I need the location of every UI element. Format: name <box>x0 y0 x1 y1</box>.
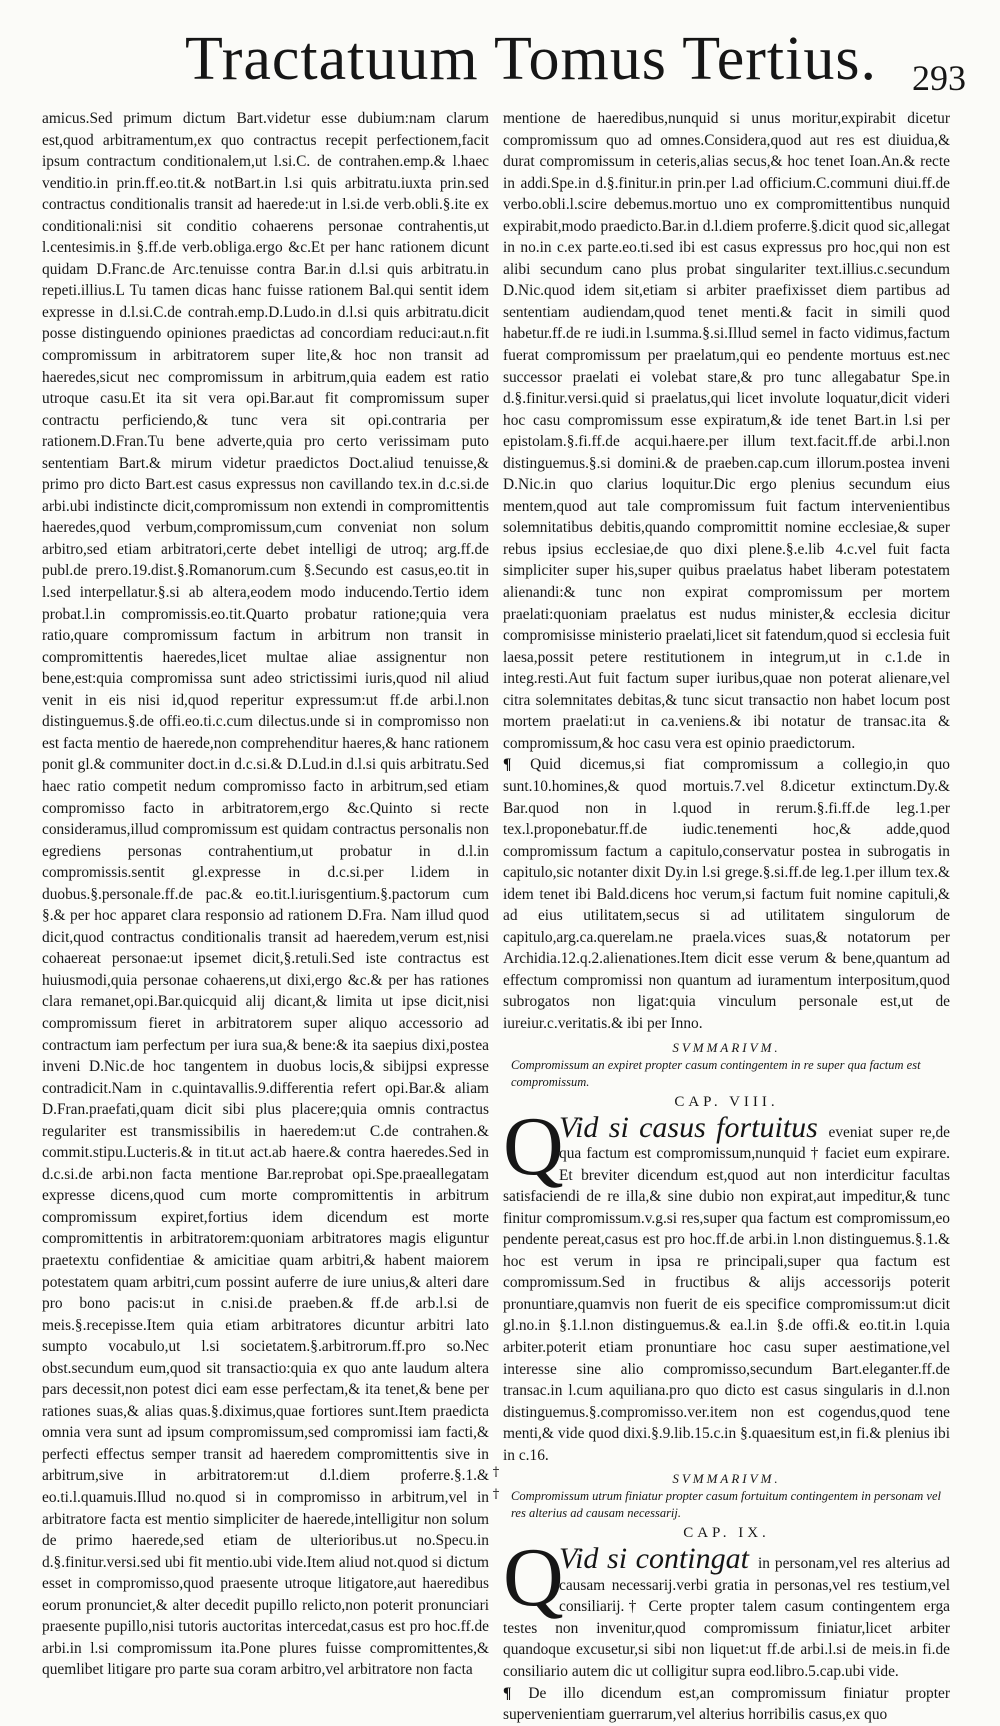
summarium-label: SVMMARIVM. <box>672 1471 781 1487</box>
chapter-heading: CAP. VIII. <box>674 1093 779 1110</box>
right-column <box>503 108 951 1724</box>
margin-dagger: † <box>492 1486 500 1502</box>
margin-marks <box>489 1462 503 1505</box>
right-column-text: mentione de haeredibus,nunquid si unus moritur,expirabit dicetur compromissum quo ad omnes.Considera,quod aut res est diuidua,& durat compromissum in ceteris,alias secus,& hoc tenet Ioan.An.& recte in addi.Spe.in d.§.finitur.in prin.per l.ad officium.C.communi diui.ff.de verbo.obli.l.scire debemus.mortuo uno ex compromittentibus nunquid expirabit,modo praedicto.Bar.in d.l.diem proferre.§.dicit quod sic,allegat in no.in c.ex parte.eo.ti.sed ibi est casus expressus pro hoc,qui non est alibi secundum cano plus probat singulariter text.illius.c.secundum D.Nic.quod idem sit,etiam si arbiter praefixisset diem partibus ad sententiam audiendam,quod tenet menti.& facit in simili quod habetur.ff.de re iudi.in l.summa.§.si.Illud semel in facto vidimus,factum fuerat compromissum per praelatum,qui eo pendente mortuus est.nec successor praelati ei volebat stare,& pro tunc allegabatur Spe.in d.§.finitur.versi.quid si praelatus,qui licet involute loquatur,dicit videri hoc casu compromissum esse expiratum,& ide tenet Bart.in l.si per epistolam.§.fi.ff.de acqui.haere.per illum text.facit.ff.de arbi.l.non distinguemus.§.si domini.& de praeben.cap.cum illorum.postea inveni D.Nic.in quo clarius loquitur.Dic ergo plenius secundum eius mentem,quod aut tale compromissum fuit factum intervenientibus solemnitatibus debitis,quando compromittit nomine ecclesiae,& super rebus ipsius ecclesiae,de quo dixi plene.§.e.lib 4.c.vel fuit facta simpliciter super his,super quibus praelatus habet liberam potestatem alienandi:& tunc non expirat compromissum per mortem praelati:quoniam praelatus est nudus minister,& ecclesia dicitur compromisisse ministerio praelati,licet sit fatendum,quod si ecclesia fuit laesa,possit petere restitutionem in integrum,ut in c.1.de in integ.resti.Aut fuit factum super iuribus,quae non poterat alienare,vel citra solemnitates debitas,& tunc sicut transactio non habet locum post mortem praelati:ut in ca.veniens.& ibi notatur de transac.ita & compromissum,& hoc casu vera est opinio praedictorum. <box>503 110 950 752</box>
summarium-text: Compromissum utrum finiatur propter casum fortuitum contingentem in personam vel res alterius ad causam necessarij. <box>511 1489 941 1521</box>
chapter-text: eveniat super re,de qua factum est compromissum,nunquid † faciet eum expirare. Et breviter dicendum est,quod aut non interdicitur facultas satisfaciendi de re illa,& sine dubio non expirat,aut impeditur,& tunc finitur compromissum.v.g.si res,super qua factum est compromissum,eo pendente pereat,casus est pro hoc.ff.de arbi.in l.non distinguemus.§.1.& hoc est verum in ipsa re principali,super qua factum est compromissum.Sed in fructibus & alijs accessorijs poterit pronuntiare,quamvis non fuerit de eis specifice compromissum:ut dicit gl.no.in §.1.l.non distinguemus.& ea.l.in §.de offi.& eo.tit.in l.quia arbiter.poterit etiam pronuntiare hoc casu super aestimatione,vel interesse sine alio compromisso,secundum Bart.eleganter.ff.de transac.in l.cum aquiliana.pro quo dicto est casus singularis in d.l.non distinguemus.§.compromisso.ver.item non est cogendus,quod tene menti,& vide quod dixi.§.9.lib.15.c.in §.quaesitum est,in fi.& plenius ibi in c.16. <box>503 1123 950 1464</box>
chapter-text: in personam,vel res alterius ad causam necessarij.verbi gratia in personas,vel res testium,vel consiliarij.† Certe propter talem casum contingentem erga testes non invenitur,quod compromissum finiatur,licet arbiter quandoque excusetur,si sibi non liquet:ut ff.de arbi.l.si de meis.in fi.de consiliario autem dic ut colligitur supra eod.libro.5.cap.ubi vide. <box>503 1555 951 1680</box>
paragraph-quid-dicemus <box>503 754 950 1034</box>
chapter-lead-words: Vid si casus fortuitus <box>559 1110 818 1144</box>
left-column <box>42 108 489 1679</box>
pilcrow-mark: ¶ <box>503 1684 529 1702</box>
chapter-heading: CAP. IX. <box>683 1525 770 1542</box>
chapter-lead-words: Vid si contingat <box>559 1542 749 1576</box>
drop-cap: Q <box>503 1531 564 1625</box>
page-number: 293 <box>912 58 966 98</box>
paragraph-de-illo-text: De illo dicendum est,an compromissum finiatur propter supervenientiam guerrarum,vel alterius horribilis casus,ex quo <box>503 1684 950 1724</box>
drop-cap: Q <box>503 1099 564 1193</box>
margin-dagger: † <box>492 1465 500 1480</box>
summarium-text: Compromissum an expiret propter casum contingentem in re super qua factum est compromissum. <box>511 1057 921 1089</box>
paragraph-de-illo <box>503 1683 950 1726</box>
left-column-text: amicus.Sed primum dictum Bart.videtur esse dubium:nam clarum est,quod arbitramentum,ex quo contractus recepit perfectionem,facit ipsum contractum conditionalem,ut l.si.C. de contrahen.emp.& l.haec venditio.in prin.ff.eo.tit.& notBart.in l.si quis arbitratu.iuxta prin.sed contractus conditionalis transit ad haerede:ut in l.si.de verb.obli.§.ite ex conditionali:nisi sit conditio cohaerens personae contrahentis,ut l.centesimis.in §.ff.de verb.obliga.ergo &c.Et per hanc rationem dicunt quidam D.Franc.de Arc.tenuisse contra Bar.in d.l.si quis arbitratu.in repeti.illius.L Tu tamen dicas hanc fuisse rationem Bal.qui sentit idem expresse in d.l.si.C.de contrah.emp.D.Ludo.in d.l.si quis arbitratu.dicit posse distinguendo opiniones praedictas ad concordiam reduci:aut.n.fit compromissum in arbitratorem super lite,& hoc non transit ad haeredes,sicut nec compromissum in arbitrum,quia eadem est ratio utroque casu.Et ita sit vera opi.Bar.aut fit compromissum super contractu perficiendo,& tunc vera sit opi.contraria per rationem.D.Fran.Tu bene adverte,quia pro certo verissimam puto sententiam Bart.& mirum videtur praedictos Doct.aliud tenuisse,& primo pro dicto Bart.est casus expressus non cavillando tex.in d.c.si.de arbi.ubi indistincte dicit,compromissum non extendi in compromittentis haeredes,quod verbum,compromissum,cum conveniat non solum arbitro,sed etiam arbitratori,certe debet intelligi de utroq; arg.ff.de publ.de prero.19.dist.§.Romanorum.cum §.Secundo est casus,eo.tit in l.sed interpellatur.§.si ab altera,eodem modo inducendo.Tertio idem probat.l.in compromissis.eo.tit.Quarto probatur ratione;quia vera ratio,quare compromissum factum in arbitrum non transit in compromittentis haeredes,licet multae aliae assignentur non bene,est:quia compromissa sunt adeo strictissimi iuris,quod nil aliud venit in eis nisi id,quod reperitur expressum:ut ff.de arbi.l.non distinguemus.§.de offi.eo.ti.c.cum dilectus.unde si in compromisso non est facta mentio de haerede,non comprehenditur haeres,& hanc rationem ponit gl.& communiter doct.in d.c.si.& D.Lud.in d.l.si quis arbitratu.Sed haec ratio competit nedum compromisso facto in arbitrum,sed etiam compromisso facto in arbitratorem,ergo &c.Quinto si recte consideramus,illud compromissum est quidam contractus personalis non egrediens personas contrahentium,ut probatur in d.l.in compromissis.sentit gl.expresse in d.c.si.per l.idem in duobus.§.personale.ff.de pac.& eo.tit.l.iurisgentium.§.pactorum cum §.& per hoc apparet clara responsio ad rationem D.Fra. Nam illud quod dicit,quod contractus conditionalis transit ad haeredem,verum est,nisi cohaereat personae:ut ipsemet dicit,§.retuli.Sed iste contractus est huiusmodi,quia personae cohaerens,ut dixi,ergo &c.& per has rationes clara remanet,opi.Bar.quicquid alij dicant,& limita ut ipse dicit,nisi compromissum fieret in arbitratorem super aliquo accessorio ad contractum iam perfectum per iura sua,& bene:& ita saepius dixi,postea inveni D.Nic.de hoc tangentem in duobus locis,& sibijpsi expresse contradicit.Nam in c.quintavallis.9.differentia refert opi.Bar.& aliam D.Fran.praefati,quam dicit sibi plus placere;quia omnis contractus regulariter est transmissibilis in haeredem:ut C.de contrahen.& commit.stipu.Lucteris.& in tit.ut act.ab haere.& contra haeredes.Sed in d.c.si.de arbi.non facta mentione Bar.reprobat opi.Spe.praeallegatam expresse dicens,quod cum morte compromittentis in arbitrum compromissum expiret,fortius idem dicendum est morte compromittentis in arbitratorem:quoniam arbitratores magis eliguntur praetextu confidentiae & amicitiae quam arbitri,& habent maiorem potestatem quam arbitri,cum possint auferre de iure unius,& alteri dare pro bono pacis:ut in c.nisi.de praeben.& ff.de arb.l.si de meis.§.recepisse.Item quia etiam arbitratores dicuntur arbitri lato sumpto vocabulo,ut l.si societatem.§.arbitrorum.ff.pro so.Nec obst.secundum eum,quod sit transactio:quia ex quo ante laudum altera pars decessit,non potest dici eam esse perfectam,& ita tenet,& bene per rationes suas,& alias quas.§.diximus,quae fortiores sunt.Item praedicta omnia vera sunt ad ipsum compromissum,sed compromissi iam facti,& perfecti effectus semper transit ad haeredem compromittentis sive in arbitrum,sive in arbitratorem:ut d.l.diem proferre.§.1.& eo.ti.l.quamuis.Illud no.quod si in compromisso in arbitrum,vel in arbitratore facta est mentio simpliciter de haerede,intelligitur non solum de primo haerede,sed etiam de ulterioribus.ut no.Specu.in d.§.finitur.versi.sed ubi fit mentio.ubi vide.Item aliud not.quod si dictum esset in compromisso,quod praesente utroque litigatore,aut haeredibus eorum pronunciet,& alter decedit pupillo relicto,non poterit pronunciari praesente pupillo,nisi tutoris auctoritas intercedat,casus est pro hoc.ff.de arbi.in l.si compromissum ita.Pone plures fuisse compromittentes,& quemlibet litigare pro parte sua coram arbitro,vel arbitratore non facta <box>42 110 489 1679</box>
pilcrow-mark: ¶ <box>503 756 531 774</box>
running-title: Tractatuum Tomus Tertius. <box>185 25 878 93</box>
paragraph-quid-dicemus-text: Quid dicemus,si fiat compromissum a collegio,in quo sunt.10.homines,& quod mortuis.7.vel 8.dicetur extinctum.Dy.& Bar.quod non in l.quod in rerum.§.fi.ff.de leg.1.per tex.l.proponebatur.ff.de iudic.tenementi hoc,& adde,quod compromissum factum a capitulo,conservatur postea in subrogatis in capitulo,sic notanter dixit Dy.in l.si grege.§.si.ff.de leg.1.per illum tex.& idem tenet ibi Bald.dicens hoc verum,si factum fuit nomine capituli,& ad eius utilitatem,secus si ad utilitatem singulorum de capitulo,arg.ca.querelam.ne praela.vices suas,& notatorum per Archidia.12.q.2.alienationes.Item dicit esse verum & bene,quantum ad effectum compromissi non quantum ad iuramentum interpositum,quod subrogatos non ligat:quia vinculum personale est,ut de iureiur.c.veritatis.& ibi per Inno. <box>503 756 950 1032</box>
summarium-label: SVMMARIVM. <box>672 1039 781 1055</box>
